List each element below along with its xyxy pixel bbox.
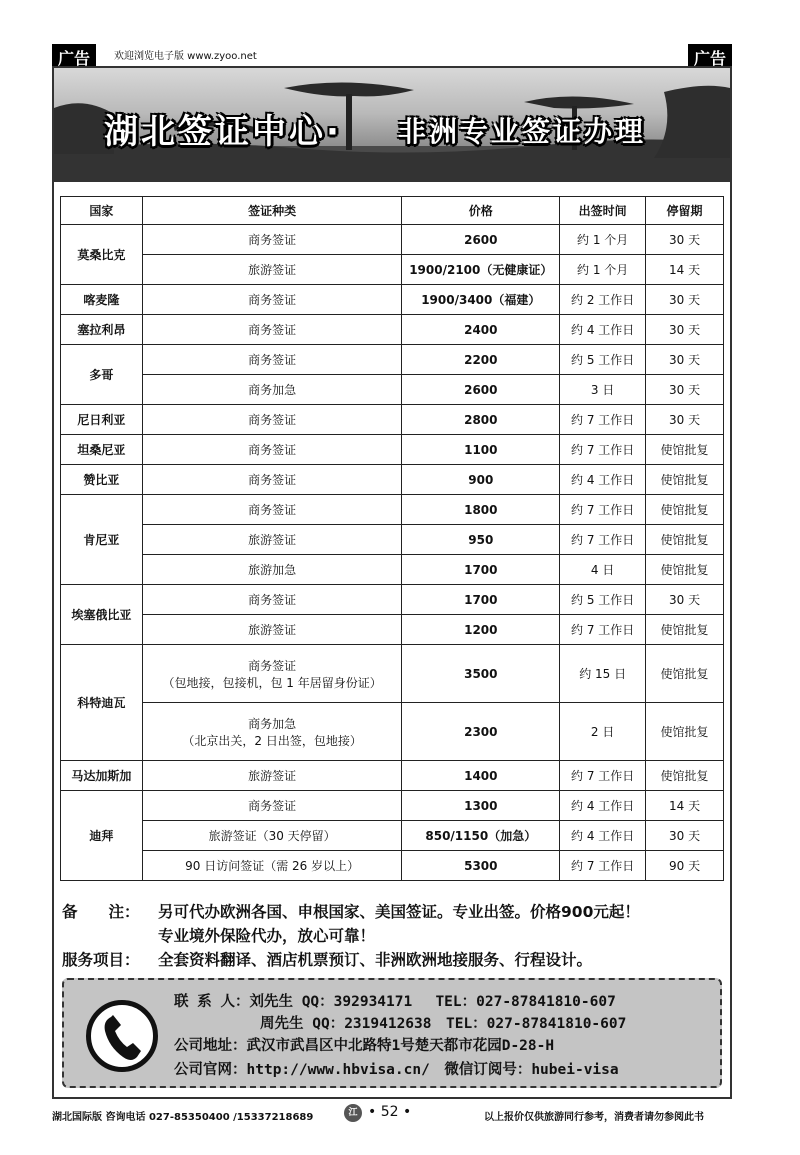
table-row [61, 703, 724, 761]
price-cell: 1700 [402, 555, 560, 585]
ad-frame [52, 66, 732, 1099]
stay-cell: 30 天 [646, 225, 724, 255]
table-row [61, 791, 724, 821]
remark-label: 备 注： [62, 903, 140, 921]
time-cell: 约 7 工作日 [560, 615, 646, 645]
price-cell: 1400 [402, 761, 560, 791]
time-cell: 约 1 个月 [560, 255, 646, 285]
table-row [61, 555, 724, 585]
time-cell: 约 4 工作日 [560, 465, 646, 495]
contact-line-1: 联 系 人：刘先生 QQ：392934171 TEL：027-87841810-607 [174, 994, 616, 1010]
stay-cell: 30 天 [646, 405, 724, 435]
visa-type-cell: 商务签证 [142, 465, 402, 495]
price-cell: 1100 [402, 435, 560, 465]
header-country: 国家 [61, 197, 143, 225]
table-row [61, 615, 724, 645]
table-row [61, 435, 724, 465]
table-row [61, 315, 724, 345]
footer-logo-icon: 江 [344, 1104, 362, 1122]
country-cell: 喀麦隆 [61, 285, 143, 315]
stay-cell: 使馆批复 [646, 435, 724, 465]
price-cell: 850/1150（加急） [402, 821, 560, 851]
visa-type-cell: 商务签证 [142, 495, 402, 525]
price-cell: 1700 [402, 585, 560, 615]
price-cell: 1300 [402, 791, 560, 821]
time-cell: 4 日 [560, 555, 646, 585]
visa-type-cell: 旅游签证 [142, 615, 402, 645]
country-cell: 坦桑尼亚 [61, 435, 143, 465]
price-cell: 900 [402, 465, 560, 495]
visa-type-cell: 商务加急 [142, 375, 402, 405]
stay-cell: 使馆批复 [646, 703, 724, 761]
stay-cell: 30 天 [646, 345, 724, 375]
price-cell: 2400 [402, 315, 560, 345]
price-cell: 3500 [402, 645, 560, 703]
ad-label-right: 广告 [688, 44, 732, 71]
remark-row [62, 900, 730, 924]
country-cell: 科特迪瓦 [61, 645, 143, 761]
header-price: 价格 [402, 197, 560, 225]
visa-type-cell: 商务签证 [142, 315, 402, 345]
contact-box [62, 978, 722, 1088]
stay-cell: 使馆批复 [646, 495, 724, 525]
table-row [61, 525, 724, 555]
stay-cell: 30 天 [646, 285, 724, 315]
stay-cell: 使馆批复 [646, 761, 724, 791]
stay-cell: 使馆批复 [646, 615, 724, 645]
price-cell: 1900/2100（无健康证） [402, 255, 560, 285]
price-cell: 2800 [402, 405, 560, 435]
visa-type-note: （包地接，包接机，包 1 年居留身份证） [162, 675, 382, 690]
visa-type-cell: 商务签证 [142, 585, 402, 615]
time-cell: 约 7 工作日 [560, 851, 646, 881]
table-row [61, 585, 724, 615]
company-website: 公司官网：http://www.hbvisa.cn/ 微信订阅号：hubei-visa [174, 1062, 619, 1078]
footer-right: 以上报价仅供旅游同行参考，消费者请勿参阅此书 [484, 1112, 704, 1123]
country-cell: 赞比亚 [61, 465, 143, 495]
top-url: 欢迎浏览电子版 www.zyoo.net [114, 51, 257, 62]
time-cell: 2 日 [560, 703, 646, 761]
table-row [61, 345, 724, 375]
time-cell: 约 15 日 [560, 645, 646, 703]
visa-type-cell: 旅游加急 [142, 555, 402, 585]
remark-line-1: 另可代办欧洲各国、申根国家、美国签证。专业出签。价格900元起！ [158, 903, 640, 921]
price-cell: 1200 [402, 615, 560, 645]
visa-type-cell: 商务签证 [142, 345, 402, 375]
stay-cell: 30 天 [646, 375, 724, 405]
price-cell: 2200 [402, 345, 560, 375]
visa-type-cell: 旅游签证 [142, 255, 402, 285]
table-row [61, 495, 724, 525]
table-row [61, 225, 724, 255]
header-stay: 停留期 [646, 197, 724, 225]
banner-subtitle: 非洲专业签证办理 [398, 115, 647, 148]
notes-section [62, 900, 730, 972]
table-row [61, 405, 724, 435]
table-row [61, 821, 724, 851]
country-cell: 肯尼亚 [61, 495, 143, 585]
stay-cell: 30 天 [646, 315, 724, 345]
stay-cell: 14 天 [646, 791, 724, 821]
company-address: 公司地址：武汉市武昌区中北路特1号楚天都市花园D-28-H [174, 1038, 555, 1054]
price-cell: 2600 [402, 225, 560, 255]
visa-type-cell: 商务签证 [142, 791, 402, 821]
stay-cell: 使馆批复 [646, 645, 724, 703]
time-cell: 约 7 工作日 [560, 435, 646, 465]
country-cell: 多哥 [61, 345, 143, 405]
price-cell: 5300 [402, 851, 560, 881]
time-cell: 约 7 工作日 [560, 405, 646, 435]
time-cell: 3 日 [560, 375, 646, 405]
stay-cell: 30 天 [646, 585, 724, 615]
visa-type-cell [142, 645, 402, 703]
time-cell: 约 7 工作日 [560, 761, 646, 791]
time-cell: 约 4 工作日 [560, 821, 646, 851]
header-visa-type: 签证种类 [142, 197, 402, 225]
time-cell: 约 5 工作日 [560, 585, 646, 615]
stay-cell: 14 天 [646, 255, 724, 285]
visa-type-label: 商务加急 [248, 716, 297, 731]
table-row [61, 851, 724, 881]
price-cell: 2600 [402, 375, 560, 405]
table-row [61, 465, 724, 495]
service-text: 全套资料翻译、酒店机票预订、非洲欧洲地接服务、行程设计。 [158, 951, 593, 969]
ad-label-left: 广告 [52, 44, 96, 71]
table-row [61, 645, 724, 703]
time-cell: 约 7 工作日 [560, 495, 646, 525]
country-cell: 马达加斯加 [61, 761, 143, 791]
remark-line-2: 专业境外保险代办，放心可靠！ [158, 927, 376, 945]
time-cell: 约 1 个月 [560, 225, 646, 255]
country-cell: 埃塞俄比亚 [61, 585, 143, 645]
table-row [61, 255, 724, 285]
contact-line-2: 周先生 QQ：2319412638 TEL：027-87841810-607 [260, 1016, 627, 1032]
visa-type-cell: 旅游签证 [142, 525, 402, 555]
table-header-row [61, 197, 724, 225]
country-cell: 迪拜 [61, 791, 143, 881]
stay-cell: 使馆批复 [646, 465, 724, 495]
price-cell: 2300 [402, 703, 560, 761]
stay-cell: 30 天 [646, 821, 724, 851]
time-cell: 约 7 工作日 [560, 525, 646, 555]
visa-type-cell: 旅游签证 [142, 761, 402, 791]
table-row [61, 285, 724, 315]
time-cell: 约 5 工作日 [560, 345, 646, 375]
visa-type-cell [142, 703, 402, 761]
price-cell: 950 [402, 525, 560, 555]
service-row [62, 948, 730, 972]
visa-type-cell: 商务签证 [142, 225, 402, 255]
table-row [61, 375, 724, 405]
stay-cell: 90 天 [646, 851, 724, 881]
stay-cell: 使馆批复 [646, 555, 724, 585]
visa-price-table [60, 196, 724, 881]
country-cell: 塞拉利昂 [61, 315, 143, 345]
page-number: • 52 • [368, 1104, 412, 1120]
table-row [61, 761, 724, 791]
time-cell: 约 4 工作日 [560, 791, 646, 821]
price-cell: 1900/3400（福建） [402, 285, 560, 315]
visa-type-cell: 商务签证 [142, 285, 402, 315]
stay-cell: 使馆批复 [646, 525, 724, 555]
time-cell: 约 4 工作日 [560, 315, 646, 345]
footer-left: 湖北国际版 咨询电话 027-85350400 /15337218689 [52, 1112, 314, 1123]
country-cell: 莫桑比克 [61, 225, 143, 285]
banner-title: 湖北签证中心· [104, 112, 342, 152]
visa-type-label: 商务签证 [248, 658, 297, 673]
phone-icon [86, 1000, 158, 1072]
visa-type-cell: 90 日访问签证（需 26 岁以上） [142, 851, 402, 881]
visa-type-cell: 商务签证 [142, 405, 402, 435]
price-cell: 1800 [402, 495, 560, 525]
visa-type-cell: 旅游签证（30 天停留） [142, 821, 402, 851]
country-cell: 尼日利亚 [61, 405, 143, 435]
header-issue-time: 出签时间 [560, 197, 646, 225]
service-label: 服务项目： [62, 951, 140, 969]
time-cell: 约 2 工作日 [560, 285, 646, 315]
visa-type-note: （北京出关，2 日出签，包地接） [182, 733, 362, 748]
savanna-banner [54, 68, 730, 182]
visa-type-cell: 商务签证 [142, 435, 402, 465]
